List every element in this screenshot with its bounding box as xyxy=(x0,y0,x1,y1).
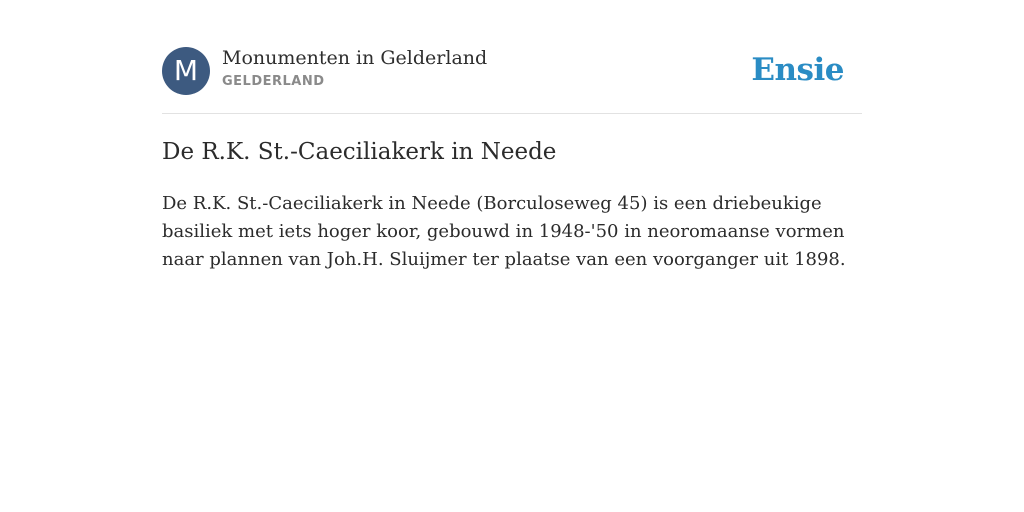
collection-title[interactable]: Monumenten in Gelderland xyxy=(222,47,488,69)
article-body: De R.K. St.-Caeciliakerk in Neede (Borculoseweg 45) is een driebeukige basiliek met iets hoger koor, gebouwd in 1948-'50 in neoromaanse vormen naar plannen van Joh.H. Sluijmer ter plaatse van een voorganger uit 1898. xyxy=(162,193,846,270)
collection-info xyxy=(222,45,487,90)
ensie-logo[interactable]: Ensie xyxy=(751,52,844,88)
collection-subtitle: GELDERLAND xyxy=(222,74,325,89)
article-title: De R.K. St.-Caeciliakerk in Neede xyxy=(162,139,557,165)
article-card xyxy=(162,0,862,270)
avatar[interactable]: M xyxy=(162,47,210,95)
card-header xyxy=(162,0,862,114)
